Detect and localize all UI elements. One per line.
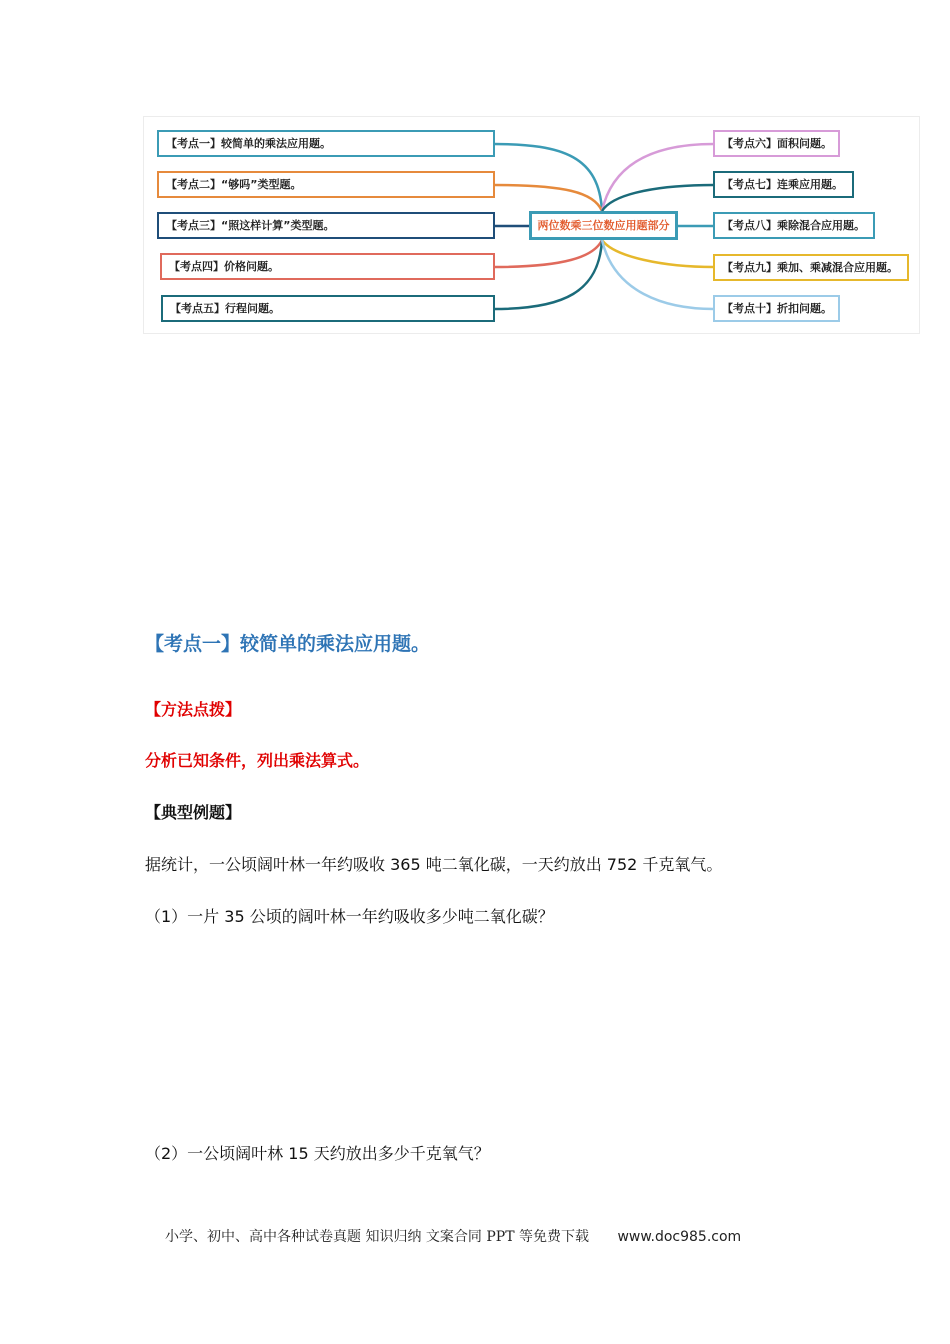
node-kaodian-4: 【考点四】价格问题。 <box>160 253 495 280</box>
problem-text: 据统计，一公顷阔叶林一年约吸收 365 吨二氧化碳，一天约放出 752 千克氧气。 <box>145 855 723 874</box>
node-kaodian-9: 【考点九】乘加、乘减混合应用题。 <box>713 254 909 281</box>
node-kaodian-5: 【考点五】行程问题。 <box>161 295 495 322</box>
mind-map-center: 两位数乘三位数应用题部分 <box>529 211 678 240</box>
connector-9 <box>602 240 714 267</box>
connector-4 <box>494 240 602 267</box>
question-1: （1）一片 35 公顷的阔叶林一年约吸收多少吨二氧化碳？ <box>145 907 554 926</box>
connector-5 <box>494 240 602 309</box>
question-2: （2）一公顷阔叶林 15 天约放出多少千克氧气？ <box>145 1144 490 1163</box>
node-kaodian-8: 【考点八】乘除混合应用题。 <box>713 212 875 239</box>
connector-10 <box>602 240 714 309</box>
page-footer <box>165 1226 741 1246</box>
method-text: 分析已知条件，列出乘法算式。 <box>145 751 370 770</box>
method-heading: 【方法点拨】 <box>145 700 242 719</box>
section-title: 【考点一】较简单的乘法应用题。 <box>145 633 431 655</box>
node-kaodian-10: 【考点十】折扣问题。 <box>713 295 840 322</box>
connector-1 <box>494 144 602 211</box>
footer-text: 小学、初中、高中各种试卷真题 知识归纳 文案合同 PPT 等免费下载 <box>165 1229 589 1245</box>
node-kaodian-1: 【考点一】较简单的乘法应用题。 <box>157 130 495 157</box>
connector-7 <box>602 185 714 211</box>
node-kaodian-2: 【考点二】“够吗”类型题。 <box>157 171 495 198</box>
footer-url[interactable]: www.doc985.com <box>617 1229 742 1245</box>
connector-6 <box>602 144 714 211</box>
mind-map <box>143 116 920 334</box>
connector-2 <box>494 185 602 211</box>
node-kaodian-7: 【考点七】连乘应用题。 <box>713 171 854 198</box>
node-kaodian-6: 【考点六】面积问题。 <box>713 130 840 157</box>
node-kaodian-3: 【考点三】“照这样计算”类型题。 <box>157 212 495 239</box>
example-heading: 【典型例题】 <box>145 803 242 822</box>
